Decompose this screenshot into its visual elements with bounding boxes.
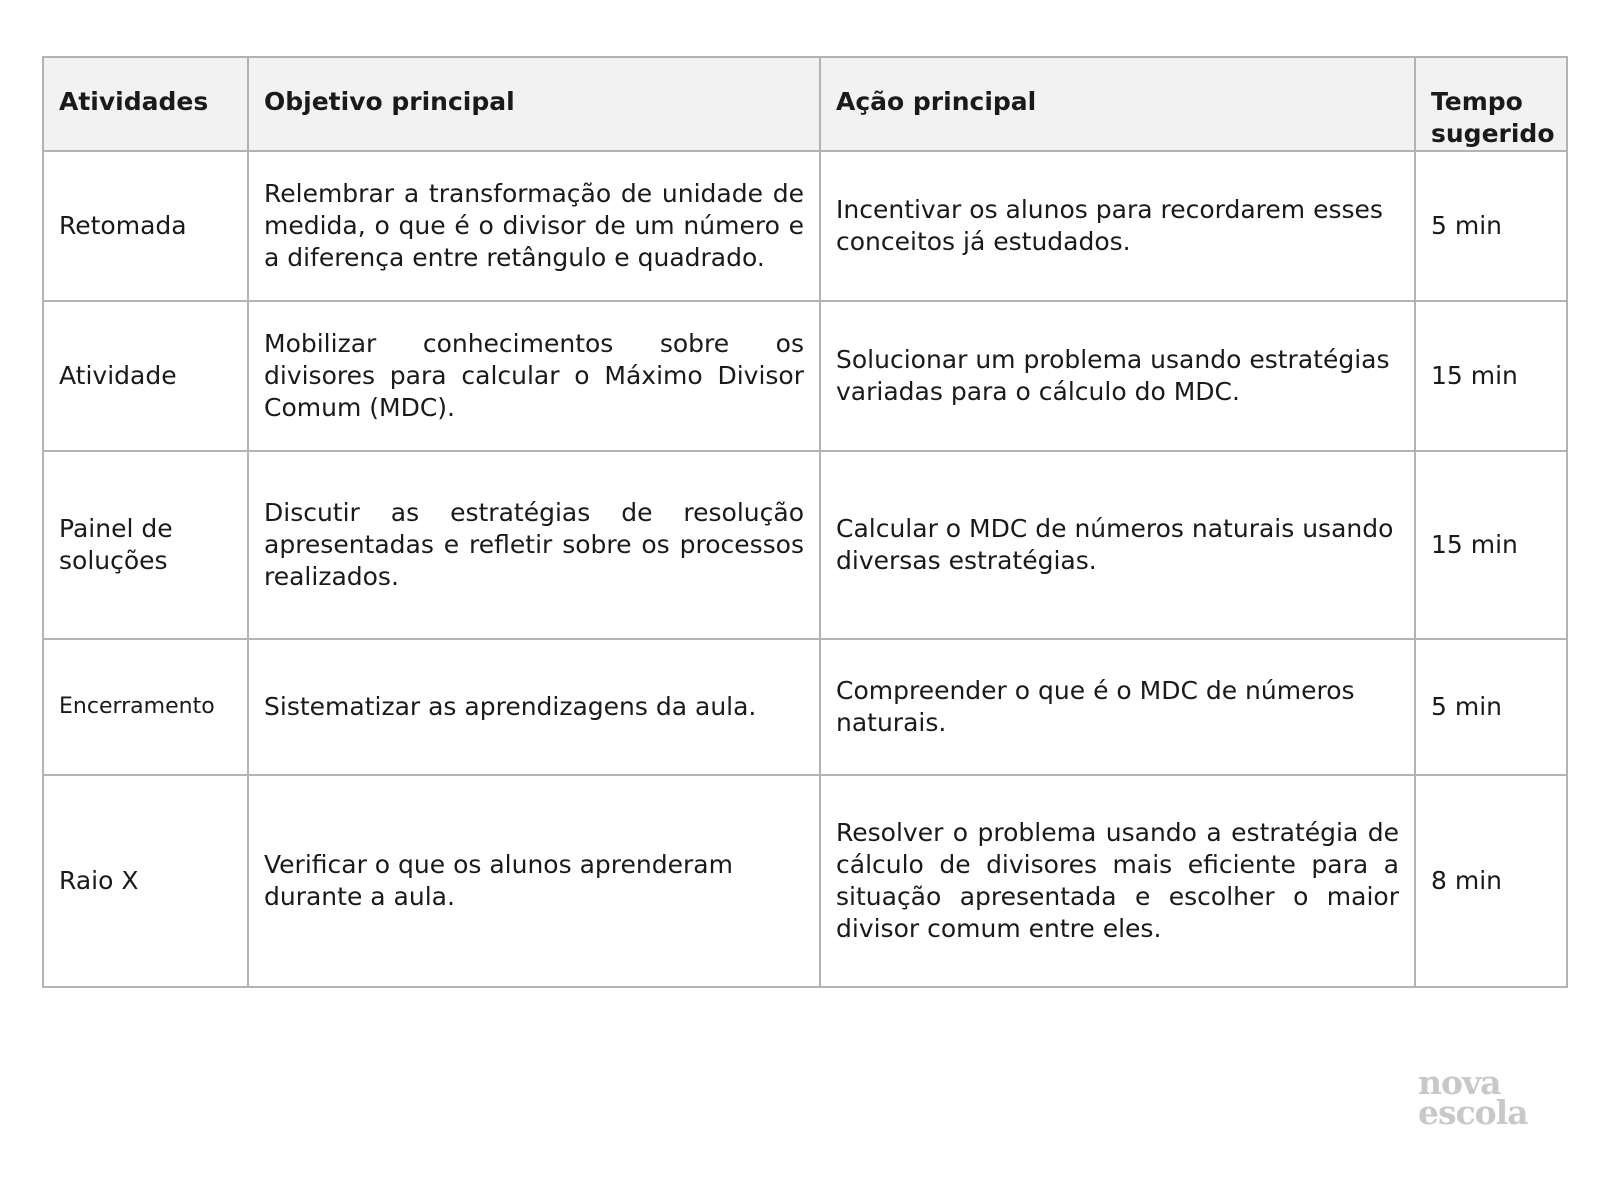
cell-atividade: Atividade: [43, 301, 248, 451]
logo-line-nova: nova: [1418, 1063, 1501, 1102]
cell-tempo: 15 min: [1415, 301, 1567, 451]
cell-acao: Resolver o problema usando a estratégia de cálculo de divisores mais eficiente para a situação apresentada e escolher o maior divisor comum entre eles.: [820, 775, 1415, 987]
table-row: [43, 775, 1567, 987]
header-objetivo-principal: Objetivo principal: [248, 57, 820, 151]
header-acao-principal: Ação principal: [820, 57, 1415, 151]
cell-atividade: Painel de soluções: [43, 451, 248, 639]
cell-acao: Calcular o MDC de números naturais usando diversas estratégias.: [820, 451, 1415, 639]
cell-tempo: 5 min: [1415, 151, 1567, 301]
table-header-row: [43, 57, 1567, 151]
table-row: [43, 639, 1567, 775]
cell-tempo: 5 min: [1415, 639, 1567, 775]
cell-objetivo: Mobilizar conhecimentos sobre os divisores para calcular o Máximo Divisor Comum (MDC).: [248, 301, 820, 451]
header-tempo-sugerido: Tempo sugerido: [1415, 57, 1567, 151]
cell-acao: Incentivar os alunos para recordarem esses conceitos já estudados.: [820, 151, 1415, 301]
logo-line-escola: escola: [1418, 1093, 1528, 1132]
cell-acao: Solucionar um problema usando estratégias variadas para o cálculo do MDC.: [820, 301, 1415, 451]
cell-objetivo: Relembrar a transformação de unidade de medida, o que é o divisor de um número e a diferença entre retângulo e quadrado.: [248, 151, 820, 301]
table-row: [43, 301, 1567, 451]
cell-objetivo: Verificar o que os alunos aprenderam durante a aula.: [248, 775, 820, 987]
table-row: [43, 451, 1567, 639]
table-row: [43, 151, 1567, 301]
cell-atividade: Retomada: [43, 151, 248, 301]
lesson-plan-table: [42, 56, 1568, 988]
cell-tempo: 8 min: [1415, 775, 1567, 987]
cell-acao: Compreender o que é o MDC de números naturais.: [820, 639, 1415, 775]
cell-tempo: 15 min: [1415, 451, 1567, 639]
cell-atividade: Raio X: [43, 775, 248, 987]
cell-atividade: Encerramento: [43, 639, 248, 775]
cell-objetivo: Discutir as estratégias de resolução apresentadas e refletir sobre os processos realizados.: [248, 451, 820, 639]
cell-objetivo: Sistematizar as aprendizagens da aula.: [248, 639, 820, 775]
nova-escola-logo: [1418, 1063, 1528, 1132]
header-atividades: Atividades: [43, 57, 248, 151]
